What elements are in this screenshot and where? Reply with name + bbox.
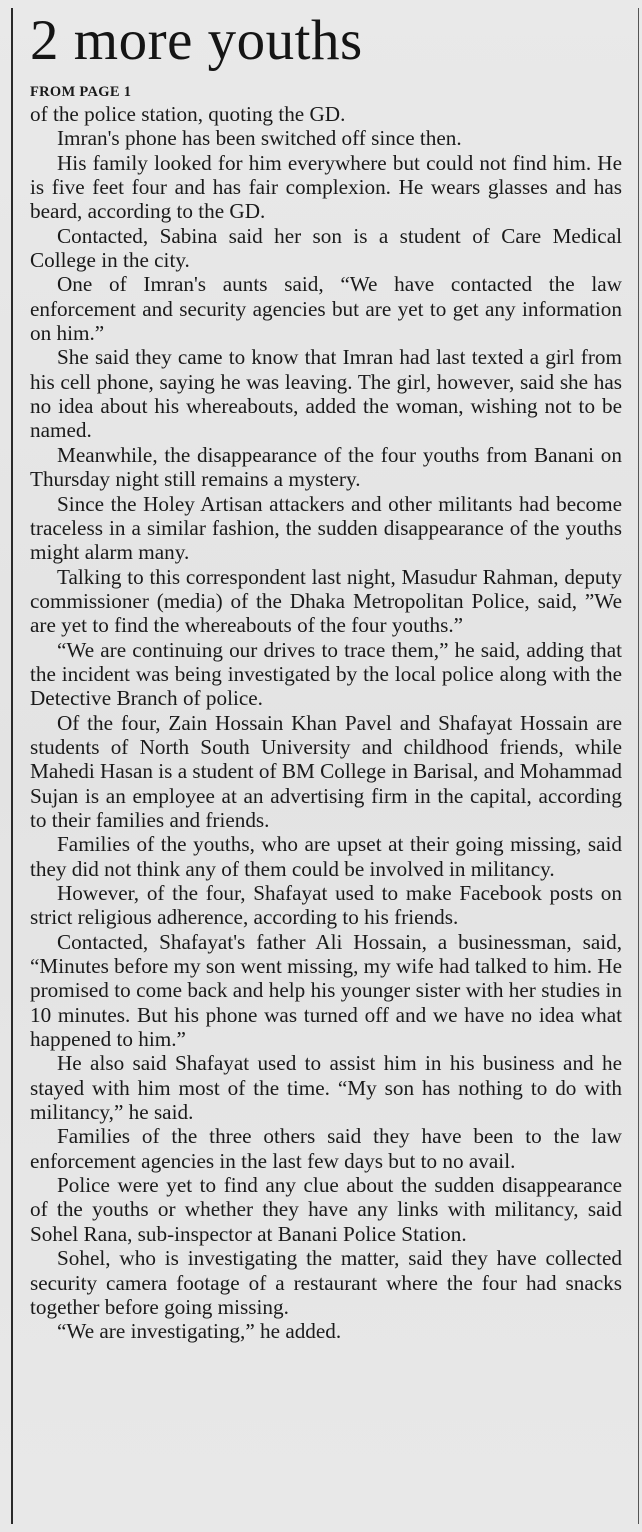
paragraph: Meanwhile, the disappearance of the four youths from Banani on Thursday night still remains a mystery.: [30, 442, 622, 492]
paragraph: Families of the youths, who are upset at their going missing, said they did not think any of them could be involved in militancy.: [30, 832, 622, 881]
paragraph: Of the four, Zain Hossain Khan Pavel and Shafayat Hossain are students of North South University and childhood friends, while Mahedi Hasan is a student of BM College in Barisal, and Mohammad Sujan is an employee at an advertising firm in the capital, according to their families and friends.: [30, 710, 622, 832]
article: [30, 8, 622, 1344]
paragraph: of the police station, quoting the GD.: [30, 102, 346, 126]
paragraph: One of Imran's aunts said, “We have contacted the law enforcement and security agencies but are yet to get any information on him.”: [30, 272, 622, 346]
column-rule-right: [638, 8, 639, 1524]
paragraph: Imran's phone has been switched off since then.: [57, 126, 462, 151]
paragraph: Police were yet to find any clue about the sudden disappearance of the youths or whether they have any links with militancy, said Sohel Rana, sub-inspector at Banani Police Station.: [30, 1173, 622, 1246]
paragraph: “We are investigating,” he added.: [57, 1319, 342, 1344]
headline: 2 more youths: [30, 9, 363, 72]
paragraph: Sohel, who is investigating the matter, said they have collected security camera footage of a restaurant where the four had snacks together before going missing.: [30, 1246, 622, 1319]
paragraph: His family looked for him everywhere but could not find him. He is five feet four and has fair complexion. He wears glasses and has beard, according to the GD.: [30, 150, 622, 224]
paragraph: Families of the three others said they have been to the law enforcement agencies in the last few days but to no avail.: [30, 1124, 622, 1173]
article-body: [30, 102, 622, 1344]
paragraph: Contacted, Shafayat's father Ali Hossain, a businessman, said, “Minutes before my son went missing, my wife had talked to him. He promised to come back and help his younger sister with her studies in 10 minutes. But his phone was turned off and we have no idea what happened to him.”: [30, 929, 622, 1052]
paragraph: Talking to this correspondent last night, Masudur Rahman, deputy commissioner (media) of the Dhaka Metropolitan Police, said, ”We are yet to find the whereabouts of the four youths.”: [30, 564, 622, 638]
paragraph: He also said Shafayat used to assist him in his business and he stayed with him most of the time. “My son has nothing to do with militancy,” he said.: [30, 1051, 622, 1125]
column-rule-left: [11, 8, 13, 1524]
paragraph: Contacted, Sabina said her son is a student of Care Medical College in the city.: [30, 223, 622, 273]
jump-label: FROM PAGE 1: [30, 84, 132, 100]
paragraph: However, of the four, Shafayat used to make Facebook posts on strict religious adherence, according to his friends.: [30, 881, 622, 930]
paragraph: Since the Holey Artisan attackers and other militants had become traceless in a similar fashion, the sudden disappearance of the youths might alarm many.: [30, 491, 622, 565]
paragraph: “We are continuing our drives to trace them,” he said, adding that the incident was being investigated by the local police along with the Detective Branch of police.: [30, 637, 622, 711]
paragraph: She said they came to know that Imran had last texted a girl from his cell phone, saying he was leaving. The girl, however, said she has no idea about his whereabouts, added the woman, wishing not to be named.: [30, 345, 622, 443]
